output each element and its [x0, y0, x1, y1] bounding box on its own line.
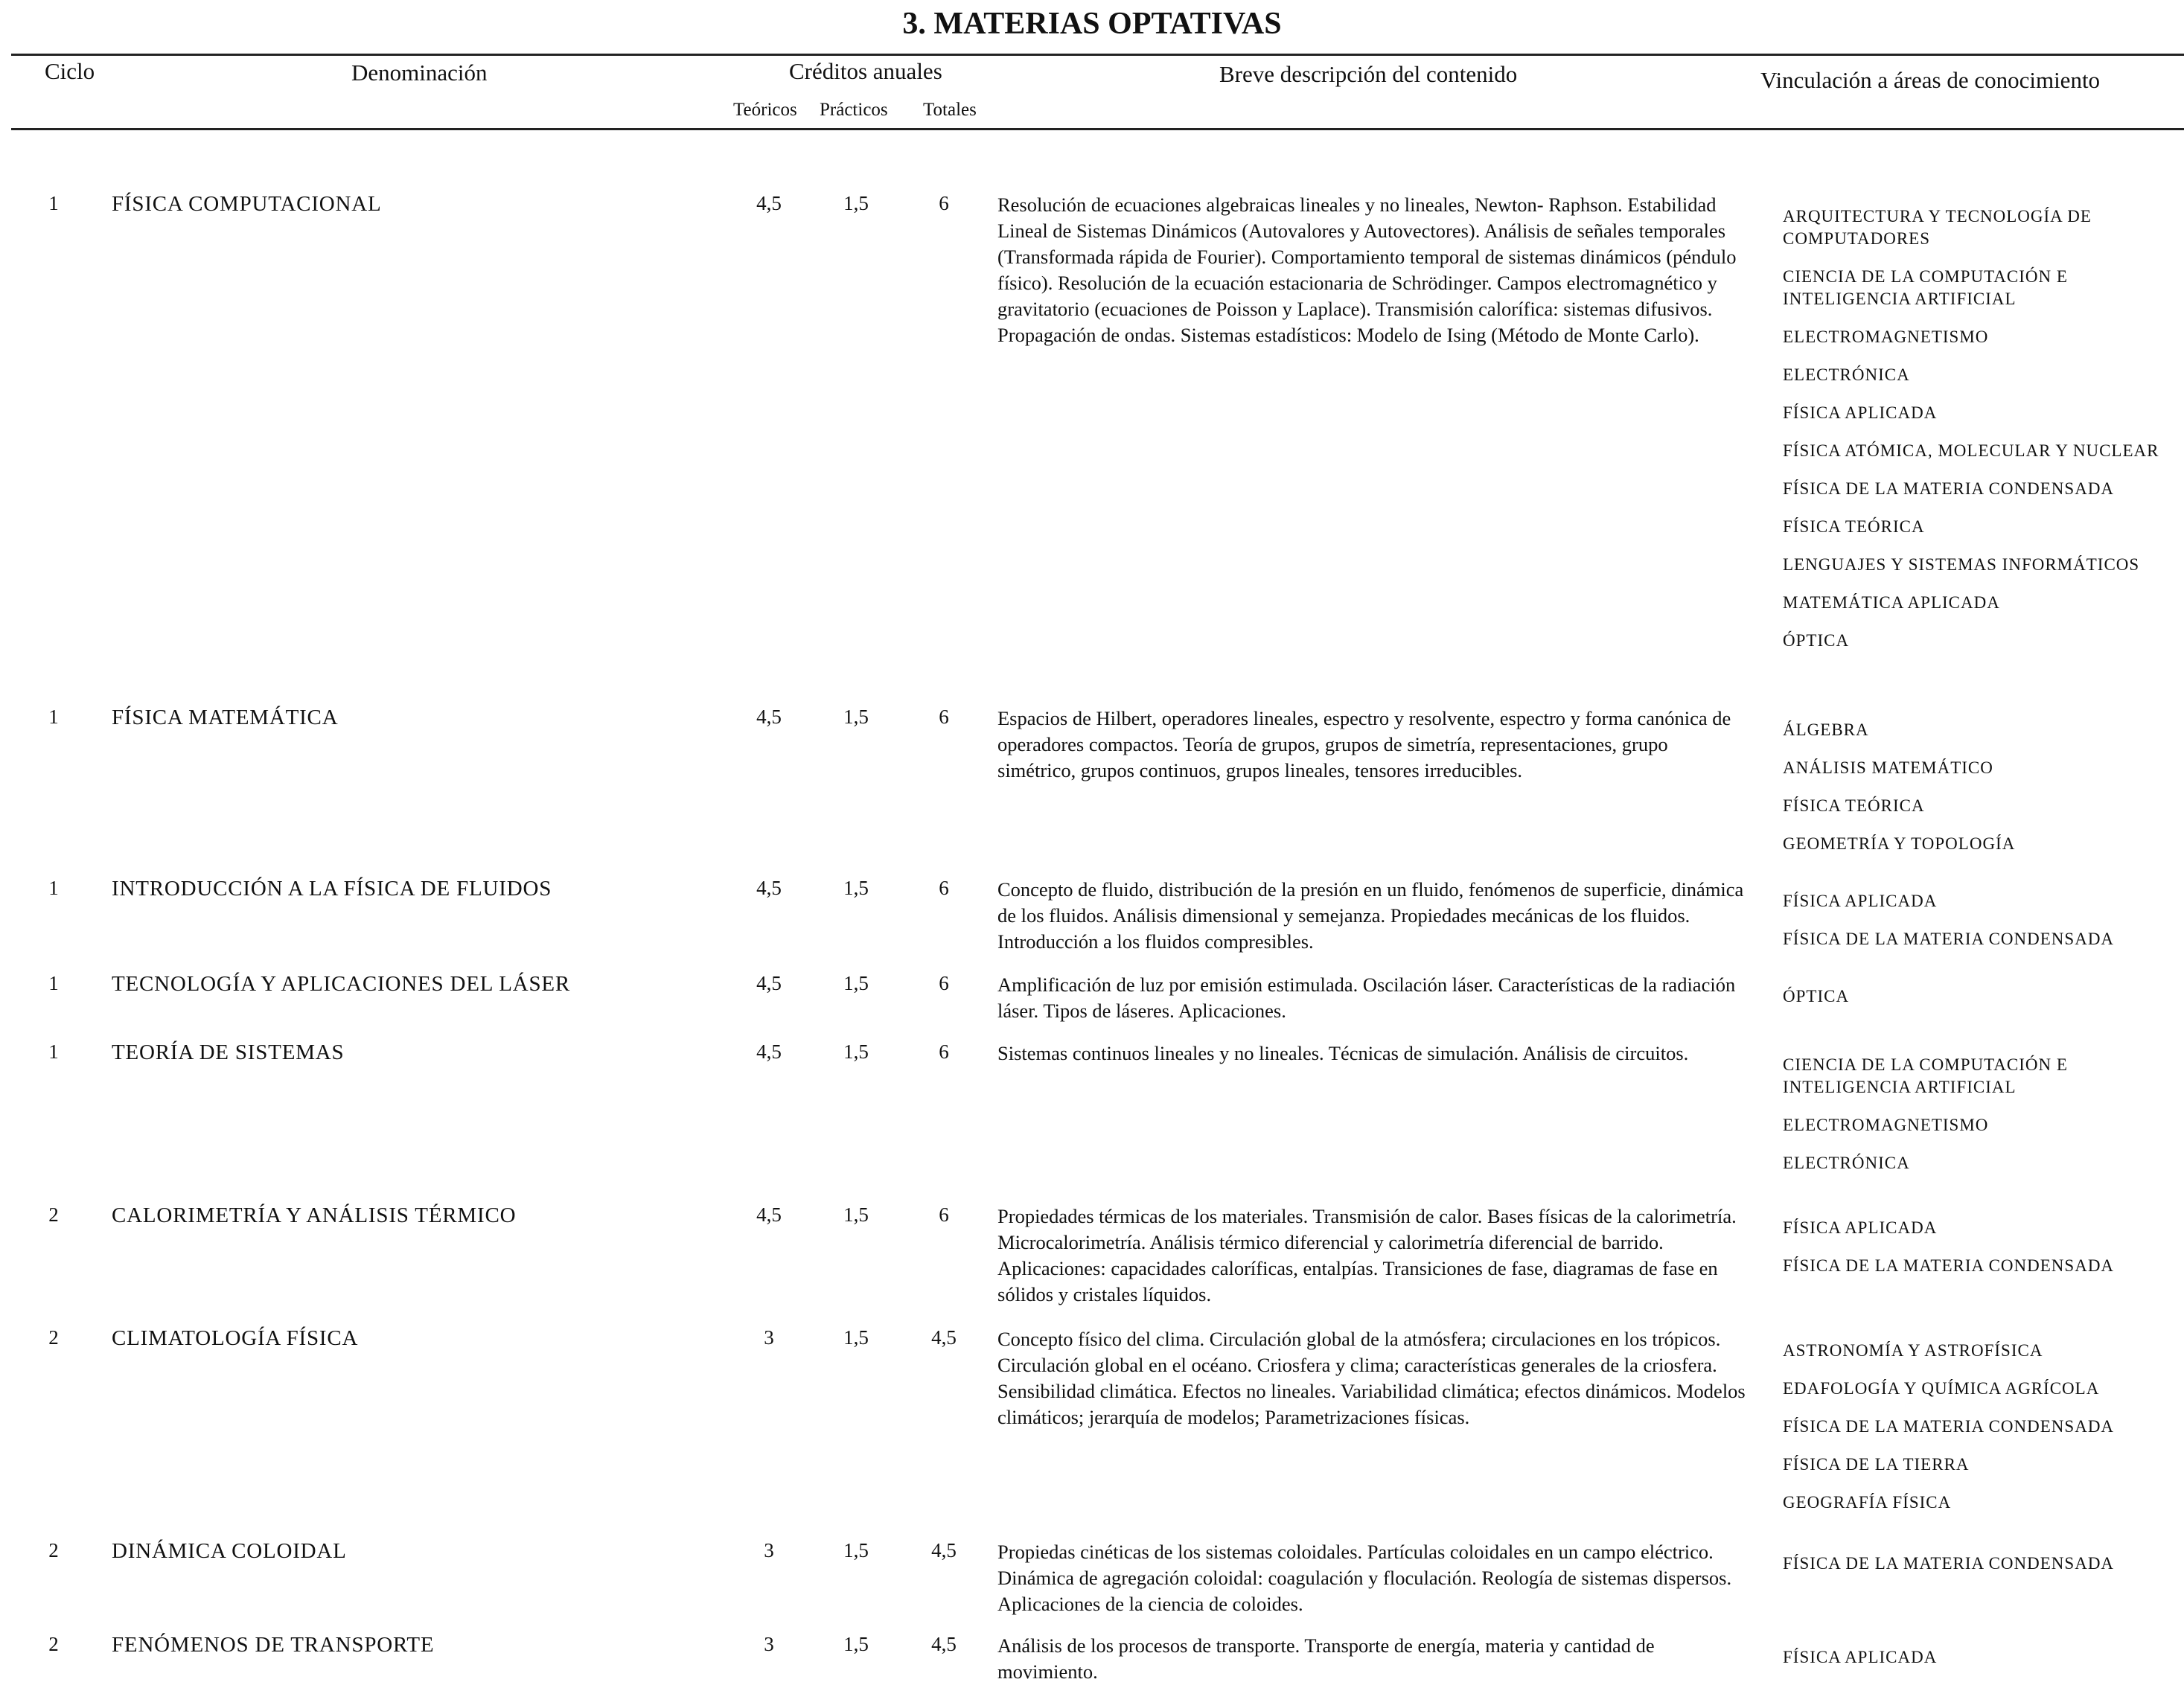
creditos-practicos: 1,5 — [843, 192, 869, 214]
course-description: Resolución de ecuaciones algebraicas lineales y no lineales, Newton- Raphson. Estabilidad Lineal de Sistemas Dinámicos (Autovalores y Autovectores). Análisis de señales temporales (Transformada rápida de Fourier). Comportamiento temporal de sistemas dinámicos (péndulo físico). Resolución de la ecuación estacionaria de Schrödinger. Campos electromagnético y gravitatorio (ecuaciones de Poisson y Laplace). Transmisión calorífica: sistemas difusivos. Propagación de ondas. Sistemas estadísticos: Modelo de Ising (Método de Monte Carlo). — [997, 194, 1737, 346]
area-item: FÍSICA DE LA MATERIA CONDENSADA — [1783, 930, 2115, 948]
creditos-practicos: 1,5 — [843, 706, 869, 728]
area-item: ELECTRÓNICA — [1783, 365, 1910, 384]
creditos-teoricos: 4,5 — [756, 1203, 782, 1226]
creditos-totales: 6 — [939, 972, 949, 994]
area-item: FÍSICA DE LA MATERIA CONDENSADA — [1783, 1256, 2115, 1275]
area-item: FÍSICA TEÓRICA — [1783, 517, 1925, 536]
area-item: FÍSICA DE LA MATERIA CONDENSADA — [1783, 1554, 2115, 1573]
areas-list — [1783, 1217, 2184, 1293]
creditos-totales: 4,5 — [931, 1633, 957, 1655]
area-item: FÍSICA DE LA MATERIA CONDENSADA — [1783, 479, 2115, 498]
area-item: GEOGRAFÍA FÍSICA — [1783, 1493, 1952, 1512]
area-item: FÍSICA ATÓMICA, MOLECULAR Y NUCLEAR — [1783, 441, 2159, 460]
creditos-practicos: 1,5 — [843, 1539, 869, 1561]
ciclo-cell: 2 — [48, 1203, 59, 1226]
course-name: TEORÍA DE SISTEMAS — [112, 1040, 345, 1064]
area-item: FÍSICA APLICADA — [1783, 1648, 1938, 1666]
creditos-totales: 4,5 — [931, 1326, 957, 1349]
course-name: FÍSICA MATEMÁTICA — [112, 706, 339, 729]
area-item: MATEMÁTICA APLICADA — [1783, 593, 2000, 612]
areas-list — [1783, 719, 2184, 871]
area-item: FÍSICA APLICADA — [1783, 892, 1938, 910]
areas-list — [1783, 890, 2184, 966]
areas-list — [1783, 1646, 2184, 1684]
area-item: FÍSICA DE LA TIERRA — [1783, 1455, 1970, 1474]
creditos-teoricos: 4,5 — [756, 877, 782, 899]
header-descripcion: Breve descripción del contenido — [1219, 61, 1518, 87]
creditos-totales: 6 — [939, 1203, 949, 1226]
header-totales: Totales — [923, 100, 977, 120]
course-description: Concepto físico del clima. Circulación global de la atmósfera; circulaciones en los trópicos. Circulación global en el océano. Criosfera y clima; características generales de la criosfera. Sensibilidad climática. Efectos no lineales. Variabilidad climática; efectos dinámicos. Modelos climáticos; jerarquía de modelos; Parametrizaciones físicas. — [997, 1328, 1746, 1428]
creditos-practicos: 1,5 — [843, 877, 869, 899]
creditos-practicos: 1,5 — [843, 1040, 869, 1063]
course-name: CLIMATOLOGÍA FÍSICA — [112, 1326, 359, 1350]
course-description: Amplificación de luz por emisión estimulada. Oscilación láser. Características de la radiación láser. Tipos de láseres. Aplicaciones. — [997, 973, 1736, 1022]
course-name: FÍSICA COMPUTACIONAL — [112, 192, 382, 216]
creditos-practicos: 1,5 — [843, 1633, 869, 1655]
header-practicos: Prácticos — [820, 100, 888, 120]
course-description: Espacios de Hilbert, operadores lineales, espectro y resolvente, espectro y forma canónica de operadores compactos. Teoría de grupos, grupos de simetría, representaciones, grupo simétrico, grupos continuos, grupos lineales, tensores irreducibles. — [997, 707, 1731, 781]
creditos-teoricos: 3 — [764, 1633, 774, 1655]
course-description: Concepto de fluido, distribución de la presión en un fluido, fenómenos de superficie, dinámica de los fluidos. Análisis dimensional y semejanza. Propiedades mecánicas de los fluidos. Introducción a los fluidos compresibles. — [997, 878, 1744, 953]
areas-list — [1783, 1553, 2184, 1590]
page-title: 3. MATERIAS OPTATIVAS — [902, 7, 1282, 41]
ciclo-cell: 1 — [48, 706, 59, 728]
course-name: TECNOLOGÍA Y APLICACIONES DEL LÁSER — [112, 972, 571, 996]
course-name: CALORIMETRÍA Y ANÁLISIS TÉRMICO — [112, 1203, 517, 1227]
ciclo-cell: 2 — [48, 1539, 59, 1561]
ciclo-cell: 1 — [48, 1040, 59, 1063]
area-item: FÍSICA DE LA MATERIA CONDENSADA — [1783, 1417, 2115, 1436]
area-item: FÍSICA TEÓRICA — [1783, 796, 1925, 815]
area-item: ARQUITECTURA Y TECNOLOGÍA DE COMPUTADORES — [1783, 207, 2092, 248]
area-item: ELECTRÓNICA — [1783, 1154, 1910, 1172]
creditos-teoricos: 4,5 — [756, 972, 782, 994]
area-item: CIENCIA DE LA COMPUTACIÓN E INTELIGENCIA ARTIFICIAL — [1783, 267, 2068, 308]
course-description: Análisis de los procesos de transporte. Transporte de energía, materia y cantidad de movimiento. — [997, 1634, 1655, 1683]
areas-list — [1783, 1054, 2184, 1190]
creditos-teoricos: 3 — [764, 1539, 774, 1561]
creditos-totales: 6 — [939, 706, 949, 728]
header-ciclo: Ciclo — [45, 58, 95, 84]
area-item: ÓPTICA — [1783, 987, 1850, 1005]
areas-list — [1783, 1340, 2184, 1529]
creditos-totales: 6 — [939, 1040, 949, 1063]
area-item: CIENCIA DE LA COMPUTACIÓN E INTELIGENCIA ARTIFICIAL — [1783, 1055, 2068, 1096]
header-teoricos: Teóricos — [733, 100, 797, 120]
course-name: DINÁMICA COLOIDAL — [112, 1539, 347, 1563]
creditos-practicos: 1,5 — [843, 972, 869, 994]
course-name: FENÓMENOS DE TRANSPORTE — [112, 1633, 435, 1657]
ciclo-cell: 2 — [48, 1633, 59, 1655]
creditos-practicos: 1,5 — [843, 1203, 869, 1226]
creditos-teoricos: 3 — [764, 1326, 774, 1349]
area-item: ELECTROMAGNETISMO — [1783, 1116, 1989, 1134]
area-item: ANÁLISIS MATEMÁTICO — [1783, 758, 1993, 777]
header-creditos: Créditos anuales — [789, 58, 942, 84]
area-item: ÓPTICA — [1783, 631, 1850, 650]
course-name: INTRODUCCIÓN A LA FÍSICA DE FLUIDOS — [112, 877, 552, 901]
ciclo-cell: 2 — [48, 1326, 59, 1349]
header-bottom-rule — [11, 128, 2184, 130]
creditos-practicos: 1,5 — [843, 1326, 869, 1349]
area-item: GEOMETRÍA Y TOPOLOGÍA — [1783, 834, 2016, 853]
area-item: ELECTROMAGNETISMO — [1783, 327, 1989, 346]
area-item: FÍSICA APLICADA — [1783, 403, 1938, 422]
creditos-teoricos: 4,5 — [756, 1040, 782, 1063]
course-description: Propiedas cinéticas de los sistemas coloidales. Partículas coloidales en un campo eléctrico. Dinámica de agregación coloidal: coagulación y floculación. Reología de sistemas dispersos. Aplicaciones de la ciencia de coloides. — [997, 1541, 1732, 1615]
header-vinculacion: Vinculación a áreas de conocimiento — [1760, 67, 2101, 93]
ciclo-cell: 1 — [48, 192, 59, 214]
area-item: ASTRONOMÍA Y ASTROFÍSICA — [1783, 1341, 2043, 1360]
ciclo-cell: 1 — [48, 877, 59, 899]
creditos-teoricos: 4,5 — [756, 706, 782, 728]
area-item: EDAFOLOGÍA Y QUÍMICA AGRÍCOLA — [1783, 1379, 2100, 1398]
creditos-totales: 4,5 — [931, 1539, 957, 1561]
creditos-totales: 6 — [939, 877, 949, 899]
area-item: ÁLGEBRA — [1783, 720, 1869, 739]
area-item: LENGUAJES Y SISTEMAS INFORMÁTICOS — [1783, 555, 2140, 574]
areas-list — [1783, 205, 2184, 668]
creditos-teoricos: 4,5 — [756, 192, 782, 214]
course-description: Propiedades térmicas de los materiales. Transmisión de calor. Bases físicas de la calorimetría. Microcalorimetría. Análisis térmico diferencial y calorimetría diferencial de barrido. Aplicaciones: capacidades caloríficas, entalpías. Transiciones de fase, diagramas de fase en sólidos y cristales líquidos. — [997, 1205, 1737, 1305]
header-top-rule — [11, 54, 2184, 56]
areas-list — [1783, 985, 2184, 1023]
header-denominacion: Denominación — [351, 60, 488, 86]
area-item: FÍSICA APLICADA — [1783, 1218, 1938, 1237]
ciclo-cell: 1 — [48, 972, 59, 994]
creditos-totales: 6 — [939, 192, 949, 214]
course-description: Sistemas continuos lineales y no lineales. Técnicas de simulación. Análisis de circuitos. — [997, 1042, 1689, 1064]
